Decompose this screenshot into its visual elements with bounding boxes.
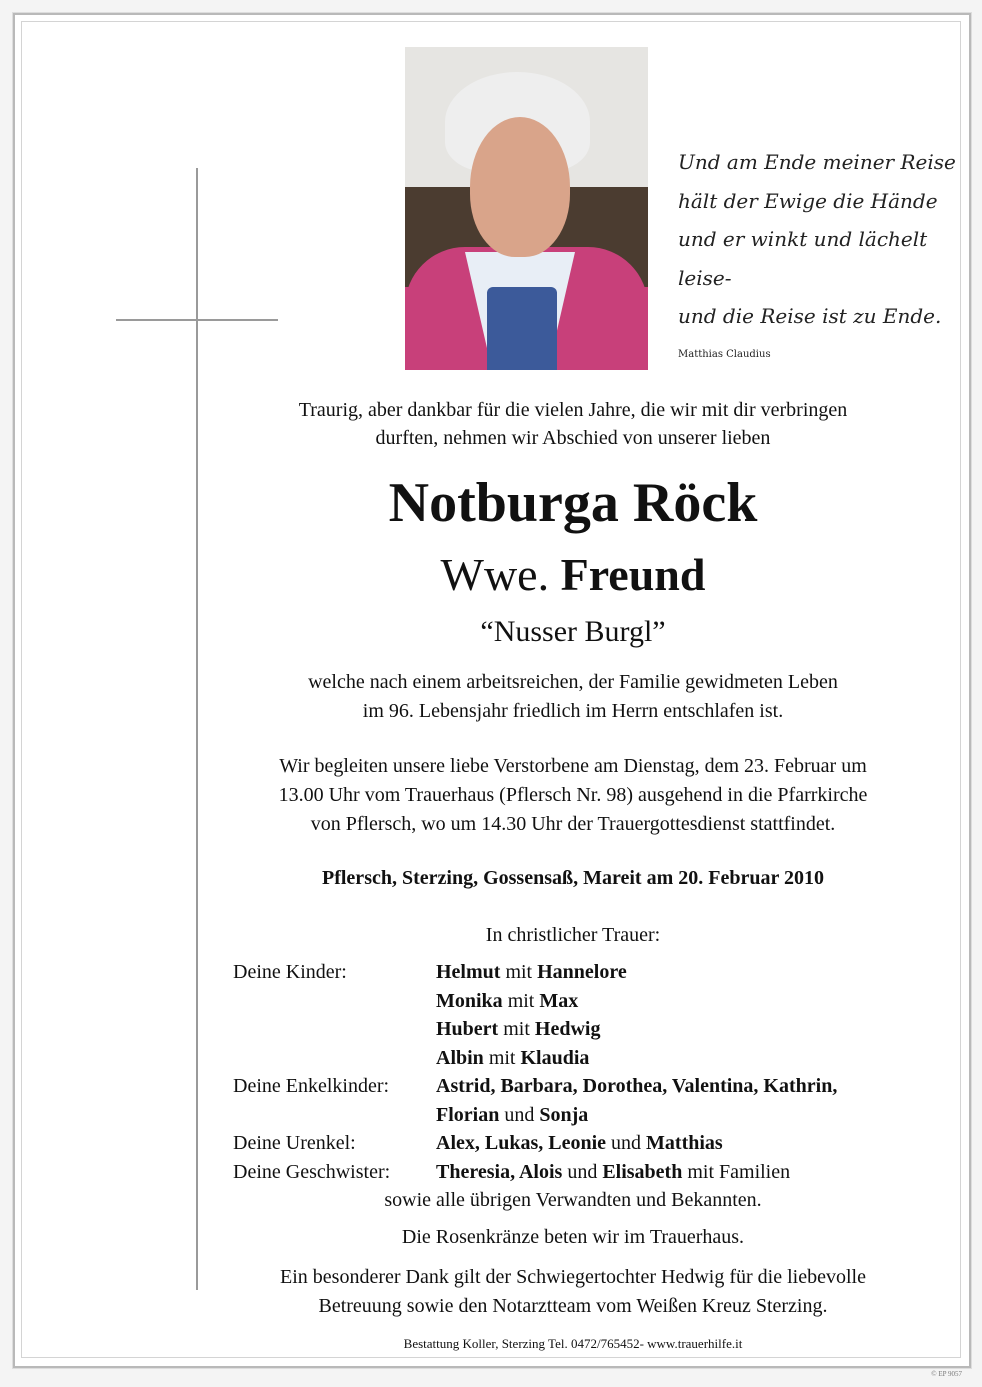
- mourning-heading: In christlicher Trauer:: [485, 924, 661, 946]
- family-names: Monika mit Max: [436, 989, 579, 1012]
- quote-line: und die Reise ist zu Ende.: [678, 304, 942, 328]
- portrait-photo: [405, 47, 648, 370]
- quote-line: Und am Ende meiner Reise: [678, 150, 956, 174]
- family-label: [233, 1015, 436, 1044]
- family-label: [233, 987, 436, 1016]
- family-names: Alex, Lukas, Leonie und Matthias: [436, 1132, 723, 1154]
- intro-text: Traurig, aber dankbar für die vielen Jahre, die wir mit dir verbringen durften, nehmen wir Abschied von unserer lieben: [298, 399, 848, 449]
- family-row: [233, 1101, 837, 1130]
- quote-line: und er winkt und lächelt leise-: [678, 227, 928, 290]
- family-names: Theresia, Alois und Elisabeth mit Familien: [436, 1160, 791, 1183]
- nickname: “Nusser Burgl”: [480, 615, 666, 648]
- poem-quote: [678, 143, 982, 362]
- funeral-details: Wir begleiten unsere liebe Verstorbene am Dienstag, dem 23. Februar um 13.00 Uhr vom Trauerhaus (Pflersch Nr. 98) ausgehend in die Pfarrkirche von Pflersch, wo um 14.30 Uhr der Trauergottesdienst stattfindet.: [278, 755, 868, 835]
- family-row: [233, 1044, 837, 1073]
- deceased-name: Notburga Röck: [388, 472, 758, 534]
- cross-icon: [196, 168, 198, 1290]
- relatives-text: sowie alle übrigen Verwandten und Bekannten.: [384, 1189, 762, 1211]
- family-row: [233, 1158, 837, 1187]
- family-row: [233, 1015, 837, 1044]
- family-names: Helmut mit Hannelore: [436, 961, 627, 983]
- family-names: Florian und Sonja: [436, 1103, 589, 1126]
- rosary-text: Die Rosenkränze beten wir im Trauerhaus.: [401, 1226, 745, 1248]
- print-code: © EP 9057: [931, 1370, 962, 1378]
- family-names: Hubert mit Hedwig: [436, 1018, 601, 1040]
- family-label: Deine Kinder:: [233, 961, 347, 983]
- family-label: [233, 1101, 436, 1130]
- cross-icon-bar: [116, 319, 278, 321]
- quote-line: hält der Ewige die Hände: [678, 188, 938, 213]
- family-row: [233, 1072, 837, 1101]
- family-names: Albin mit Klaudia: [436, 1046, 590, 1069]
- thanks-text: Ein besonderer Dank gilt der Schwiegertochter Hedwig für die liebevolle Betreuung sowie den Notarztteam vom Weißen Kreuz Sterzing.: [280, 1266, 866, 1317]
- life-text: welche nach einem arbeitsreichen, der Familie gewidmeten Leben im 96. Lebensjahr friedlich im Herrn entschlafen ist.: [308, 671, 838, 722]
- family-label: Deine Urenkel:: [233, 1132, 356, 1154]
- widow-name: Wwe. Freund: [440, 549, 706, 600]
- family-names: Astrid, Barbara, Dorothea, Valentina, Kathrin,: [436, 1075, 838, 1097]
- family-row: [233, 1129, 837, 1158]
- funeral-home-footer: Bestattung Koller, Sterzing Tel. 0472/765452- www.trauerhilfe.it: [403, 1336, 743, 1351]
- family-row: [233, 958, 837, 987]
- family-label: Deine Enkelkinder:: [233, 1075, 390, 1097]
- family-label: Deine Geschwister:: [233, 1160, 391, 1183]
- quote-author: Matthias Claudius: [678, 348, 771, 360]
- family-list: [233, 958, 837, 1186]
- place-date: Pflersch, Sterzing, Gossensaß, Mareit am 20. Februar 2010: [322, 867, 824, 889]
- family-row: [233, 987, 837, 1016]
- family-label: [233, 1044, 436, 1073]
